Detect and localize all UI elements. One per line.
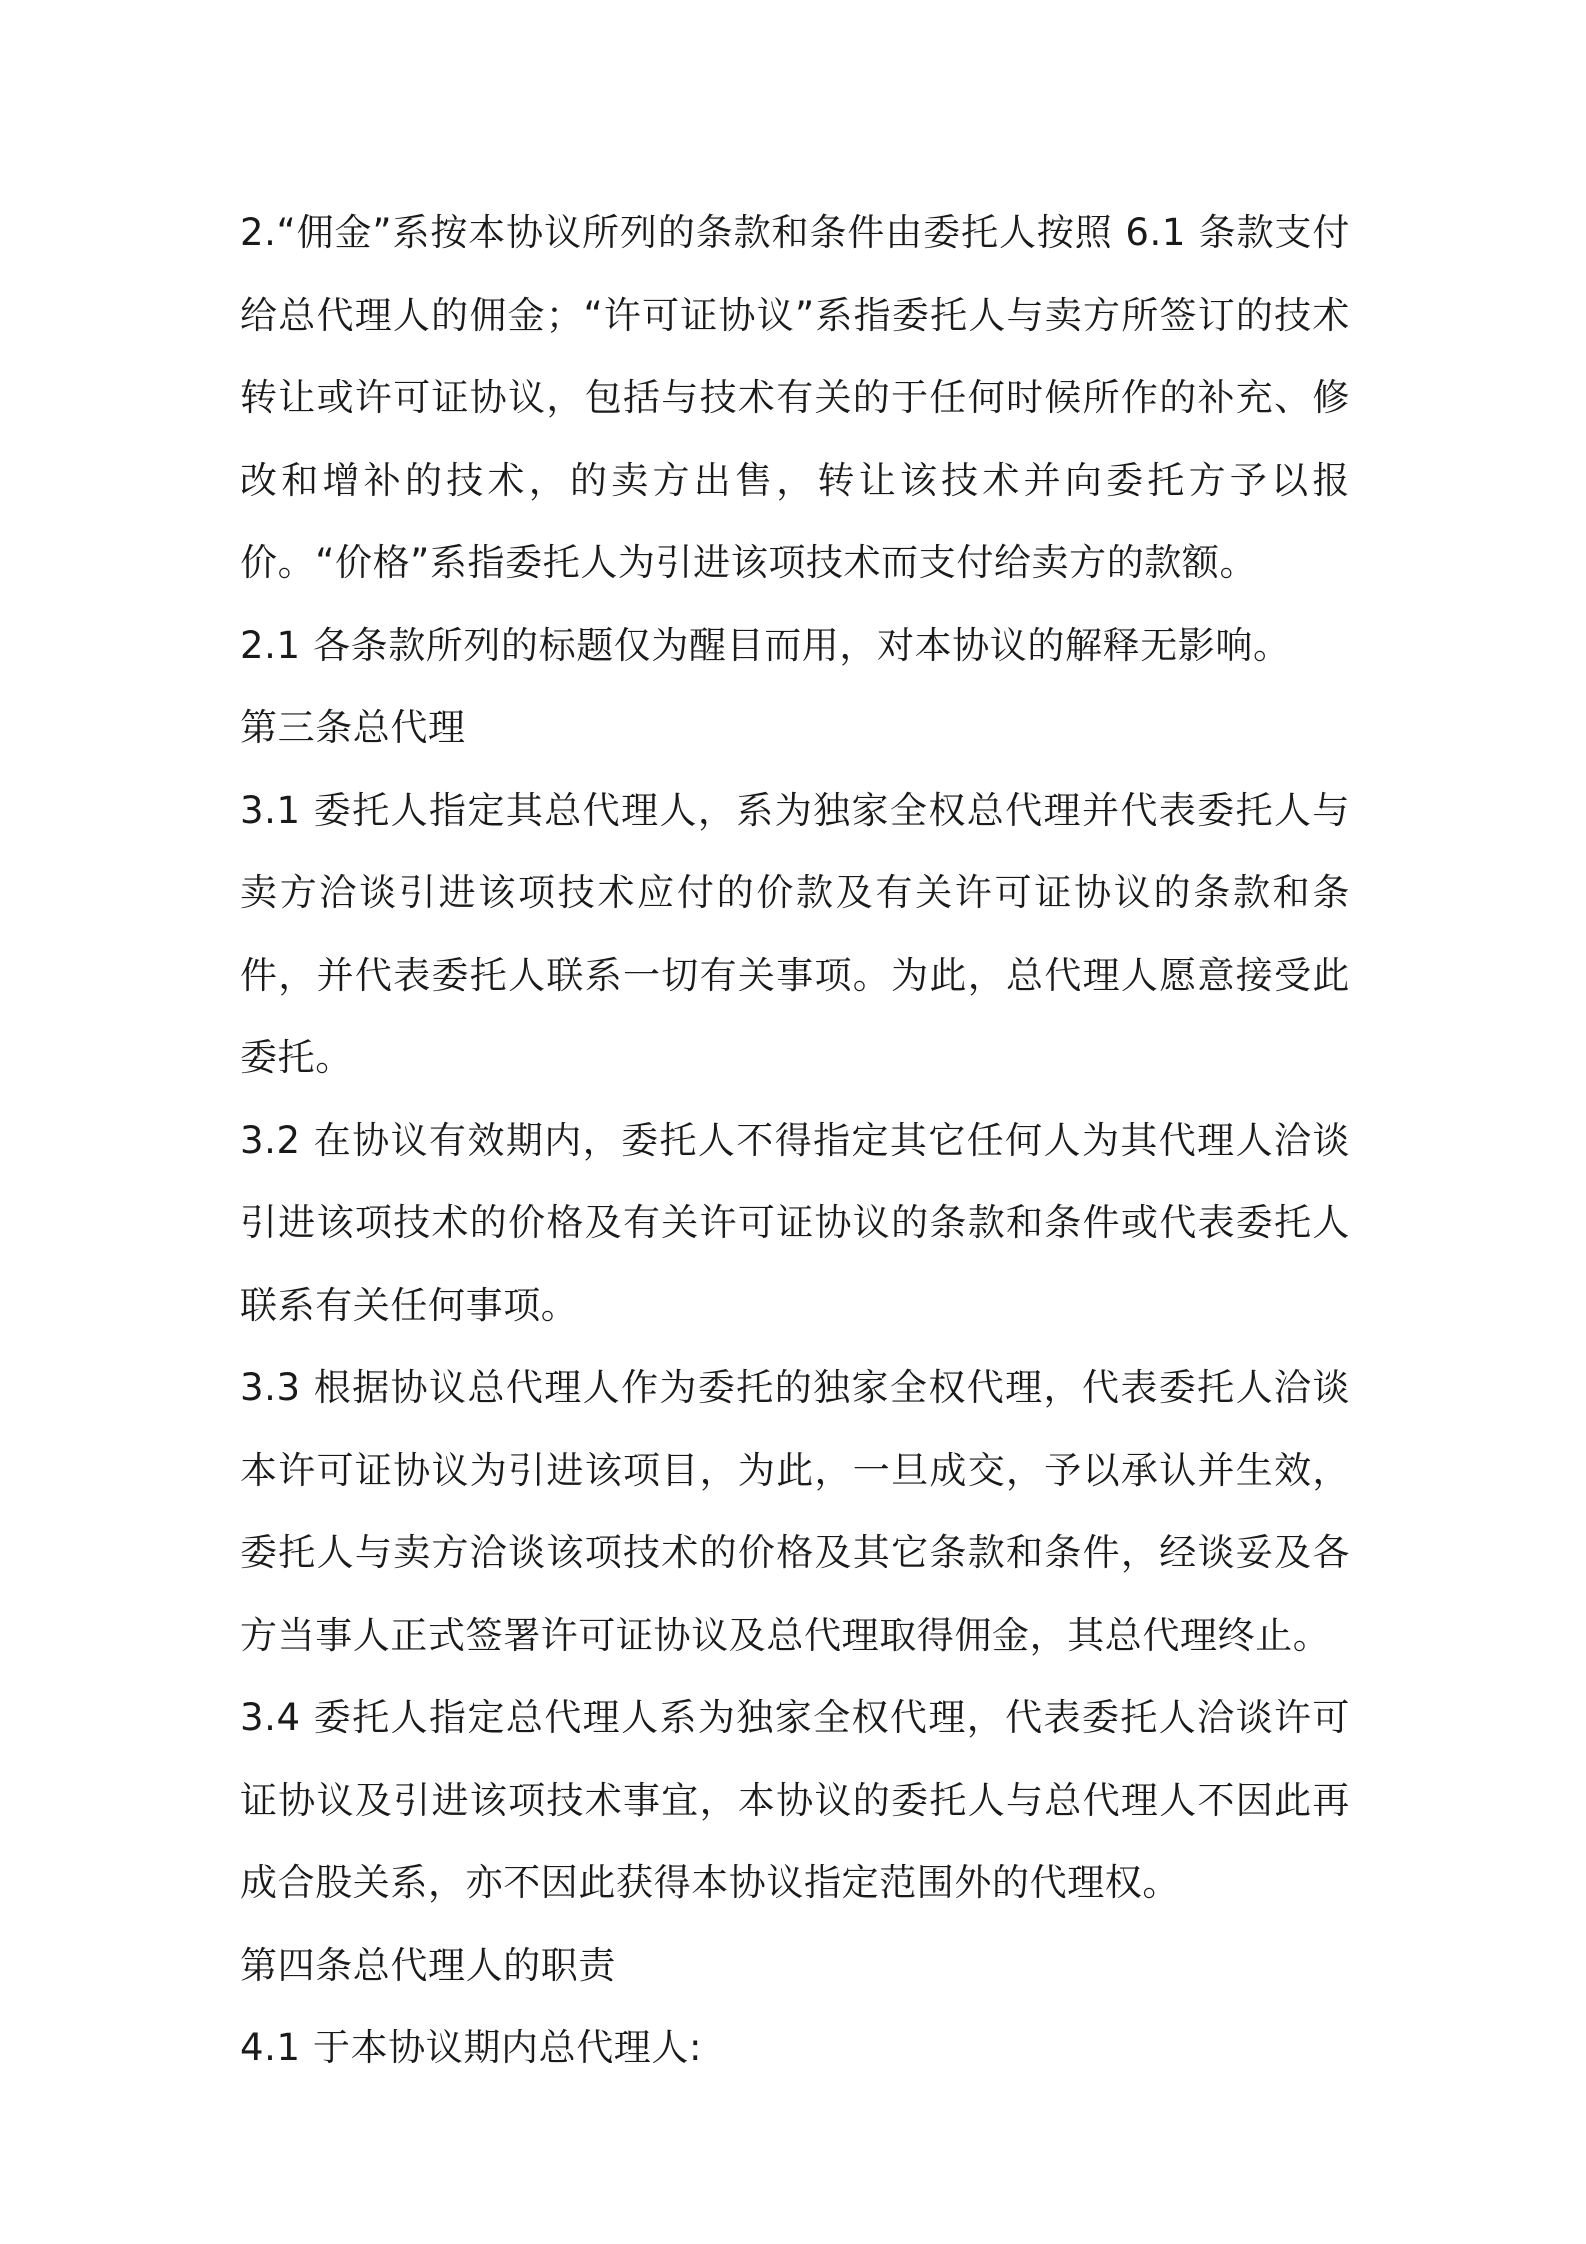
paragraph-clause-2-1: 2.1 各条款所列的标题仅为醒目而用，对本协议的解释无影响。 [240, 623, 1291, 667]
paragraph-clause-3-3: 3.3 根据协议总代理人作为委托的独家全权代理，代表委托人洽谈本许可证协议为引进该项目，为此，一旦成交，予以承认并生效，委托人与卖方洽谈该项技术的价格及其它条款和条件，经谈妥及各方当事人正式签署许可证协议及总代理取得佣金，其总代理终止。 [240, 1366, 1350, 1657]
paragraph-clause-3-1: 3.1 委托人指定其总代理人，系为独家全权总代理并代表委托人与卖方洽谈引进该项技术应付的价款及有关许可证协议的条款和条件，并代表委托人联系一切有关事项。为此，总代理人愿意接受此委托。 [240, 788, 1350, 1079]
paragraph-clause-3-4: 3.4 委托人指定总代理人系为独家全权代理，代表委托人洽谈许可证协议及引进该项技术事宜，本协议的委托人与总代理人不因此再成合股关系，亦不因此获得本协议指定范围外的代理权。 [240, 1696, 1350, 1904]
heading-article-4: 第四条总代理人的职责 [240, 1943, 616, 1987]
document-body [240, 192, 1350, 2090]
paragraph-clause-3-2: 3.2 在协议有效期内，委托人不得指定其它任何人为其代理人洽谈引进该项技术的价格及有关许可证协议的条款和条件或代表委托人联系有关任何事项。 [240, 1118, 1350, 1327]
heading-article-3: 第三条总代理 [240, 706, 466, 749]
paragraph-clause-2: 2.“佣金”系按本协议所列的条款和条件由委托人按照 6.1 条款支付给总代理人的佣金；“许可证协议”系指委托人与卖方所签订的技术转让或许可证协议，包括与技术有关的于任何时候所作的补充、修改和增补的技术，的卖方出售，转让该技术并向委托方予以报价。“价格”系指委托人为引进该项技术而支付给卖方的款额。 [240, 211, 1350, 584]
paragraph-clause-4-1: 4.1 于本协议期内总代理人: [240, 2026, 703, 2069]
